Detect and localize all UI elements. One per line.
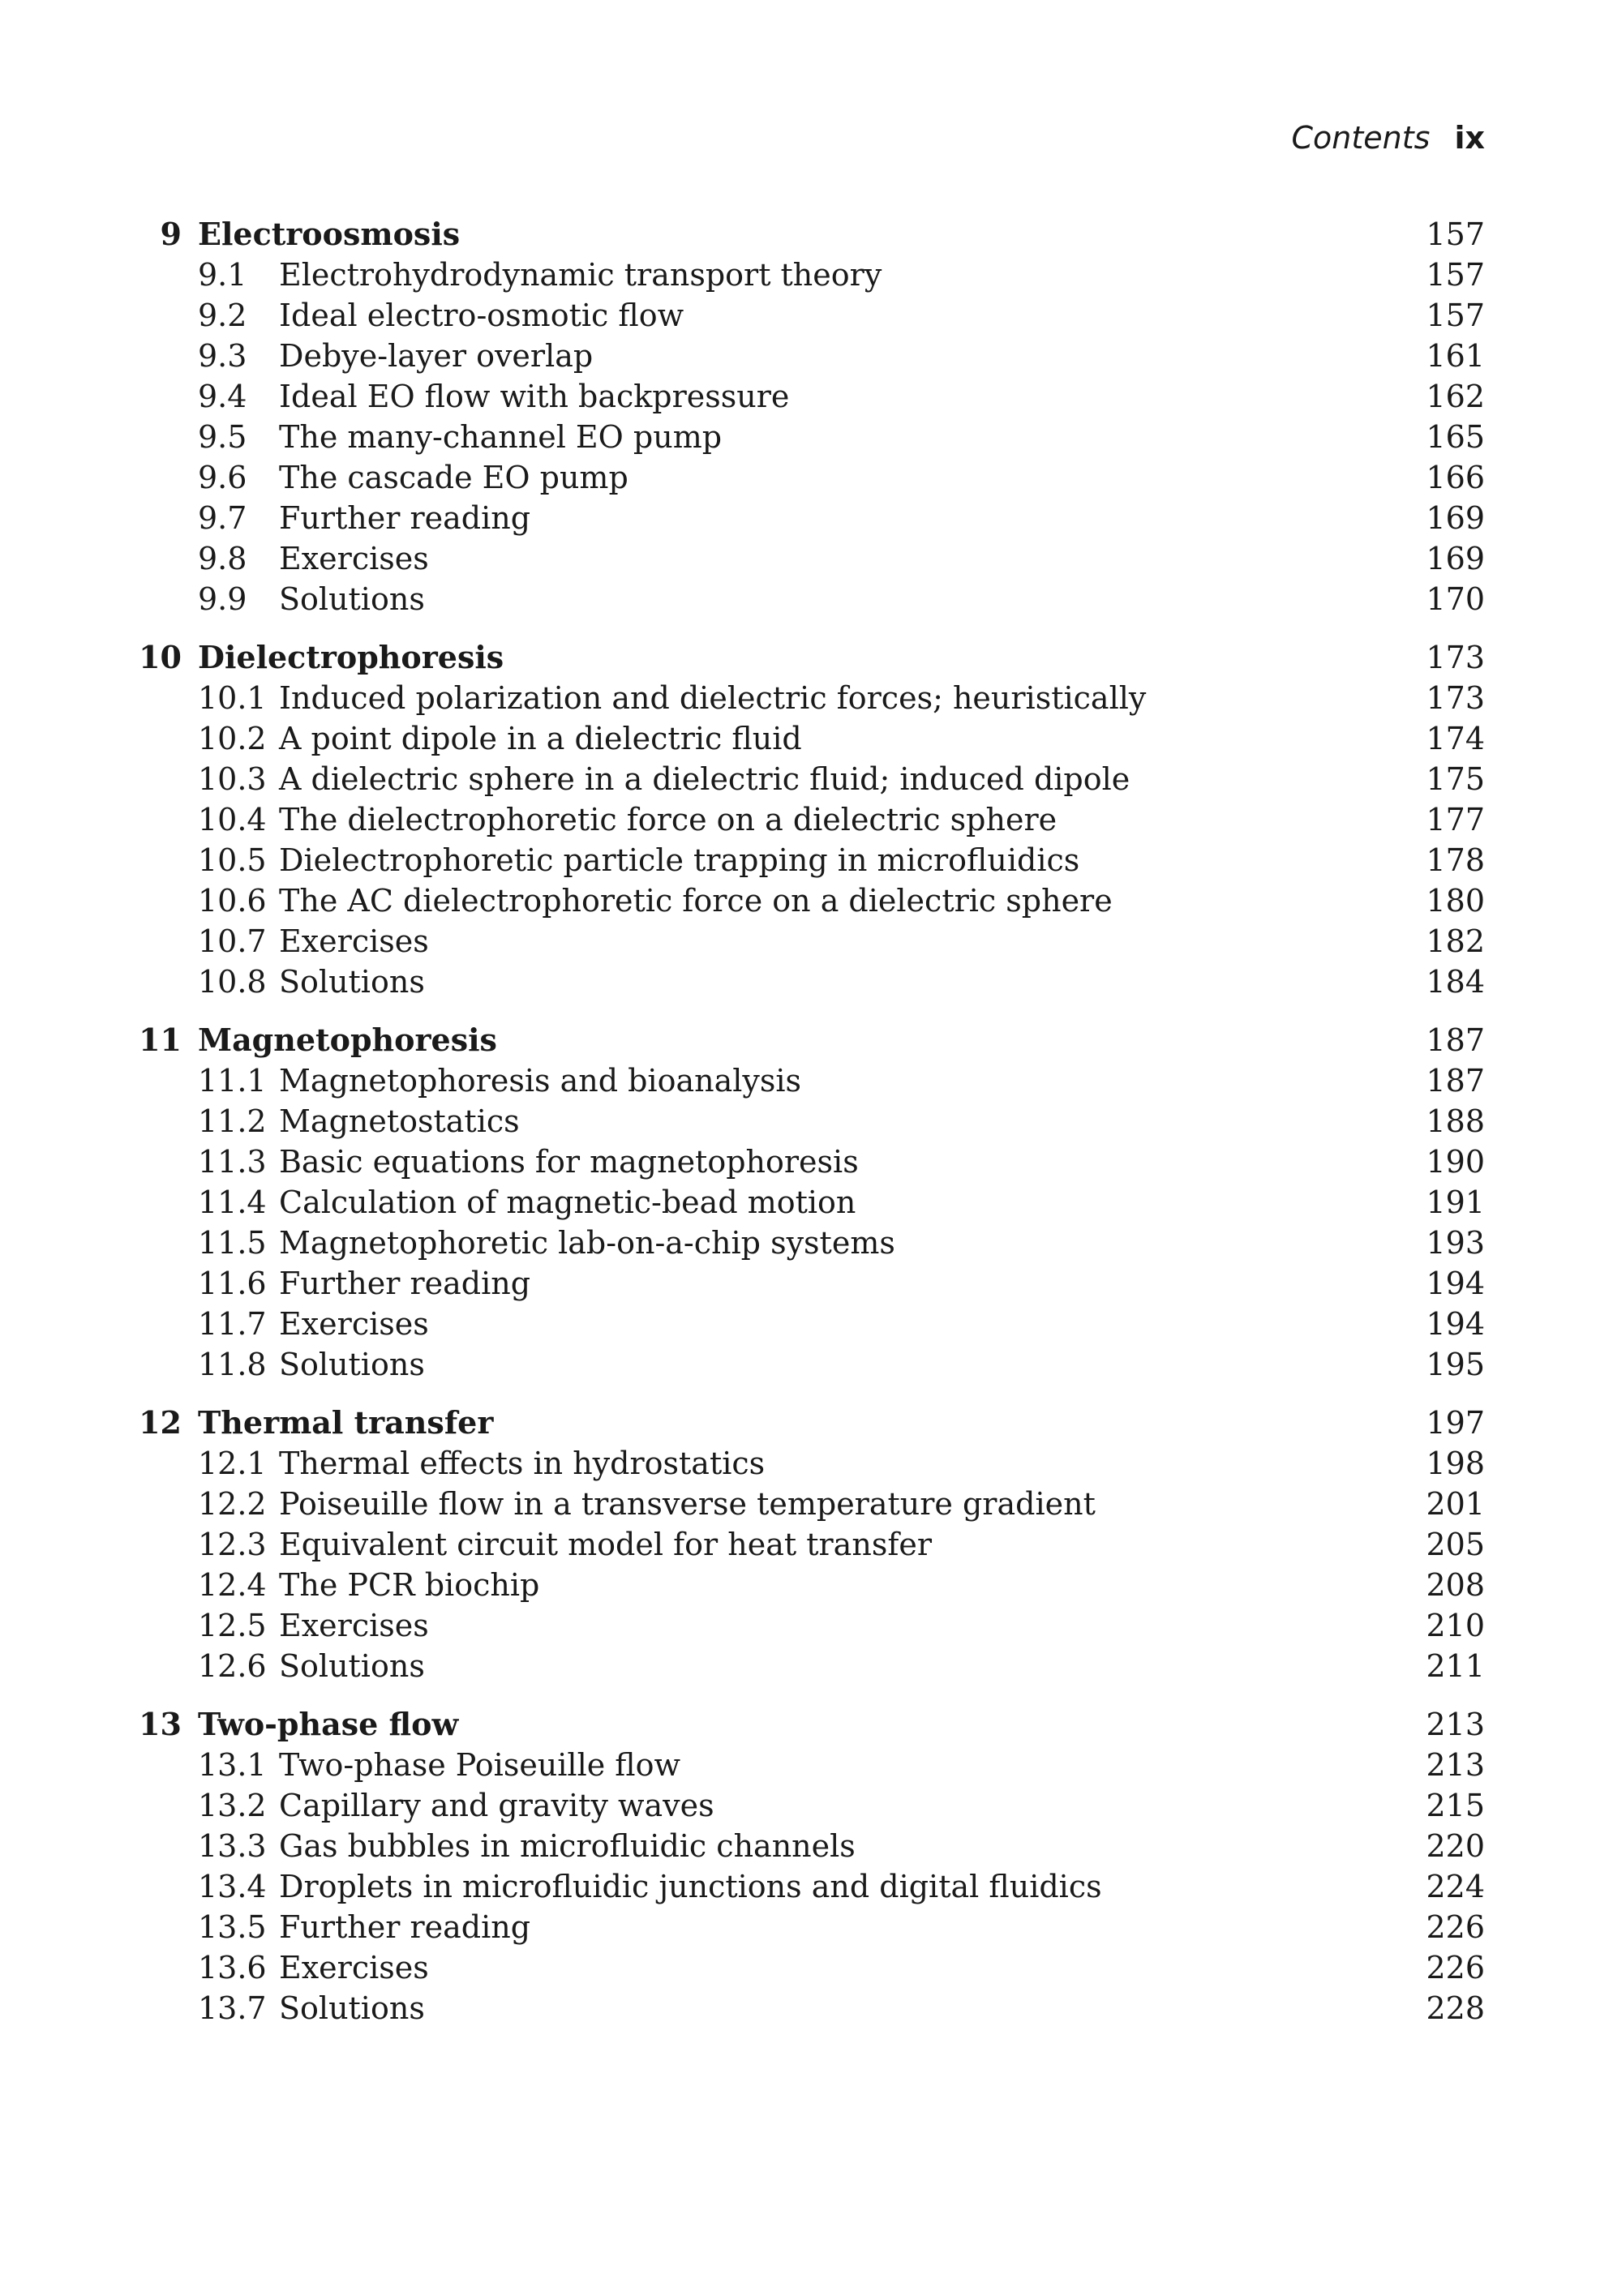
section-title: Magnetostatics — [279, 1103, 520, 1139]
chapter-page: 197 — [1426, 1405, 1485, 1441]
chapter-page: 157 — [1426, 216, 1485, 252]
section-page: 210 — [1426, 1608, 1485, 1643]
section-number: 9.8 — [198, 541, 247, 576]
chapter-number: 11 — [139, 1022, 182, 1058]
section-title: Magnetophoretic lab-on-a-chip systems — [279, 1225, 895, 1261]
section-page: 157 — [1426, 257, 1485, 293]
section-entry[interactable] — [130, 1565, 1485, 1605]
section-entry[interactable] — [130, 295, 1485, 336]
section-title: Further reading — [279, 500, 531, 536]
section-number: 9.4 — [198, 379, 247, 414]
section-title: Debye-layer overlap — [279, 338, 594, 374]
chapter-title: Electroosmosis — [198, 216, 461, 252]
chapter-entry[interactable] — [130, 637, 1485, 678]
section-entry[interactable] — [130, 538, 1485, 579]
section-number: 9.3 — [198, 338, 247, 374]
section-page: 178 — [1426, 842, 1485, 878]
section-page: 211 — [1426, 1648, 1485, 1684]
section-page: 173 — [1426, 680, 1485, 716]
section-entry[interactable] — [130, 1988, 1485, 2028]
section-entry[interactable] — [130, 1524, 1485, 1565]
section-entry[interactable] — [130, 1101, 1485, 1142]
section-page: 194 — [1426, 1266, 1485, 1301]
chapter-entry[interactable] — [130, 1403, 1485, 1443]
section-page: 226 — [1426, 1950, 1485, 1985]
section-entry[interactable] — [130, 962, 1485, 1002]
chapter-block — [130, 214, 1485, 619]
section-page: 169 — [1426, 500, 1485, 536]
section-page: 166 — [1426, 460, 1485, 495]
chapter-entry[interactable] — [130, 1704, 1485, 1745]
section-title: Exercises — [279, 923, 429, 959]
section-entry[interactable] — [130, 255, 1485, 295]
section-title: Droplets in microfluidic junctions and digital fluidics — [279, 1869, 1102, 1904]
section-title: Further reading — [279, 1909, 531, 1945]
section-title: Gas bubbles in microfluidic channels — [279, 1828, 856, 1864]
section-number: 11.2 — [198, 1103, 267, 1139]
section-title: Solutions — [279, 1990, 425, 2026]
section-number: 12.1 — [198, 1446, 267, 1481]
section-title: Poiseuille flow in a transverse temperature gradient — [279, 1486, 1096, 1522]
section-entry[interactable] — [130, 376, 1485, 417]
section-number: 10.3 — [198, 761, 267, 797]
chapter-number: 12 — [139, 1404, 182, 1441]
chapter-page: 213 — [1426, 1707, 1485, 1742]
section-entry[interactable] — [130, 678, 1485, 718]
section-page: 208 — [1426, 1567, 1485, 1603]
section-page: 174 — [1426, 721, 1485, 756]
section-page: 162 — [1426, 379, 1485, 414]
section-entry[interactable] — [130, 1304, 1485, 1344]
section-page: 170 — [1426, 581, 1485, 617]
section-title: Magnetophoresis and bioanalysis — [279, 1063, 802, 1099]
section-page: 190 — [1426, 1144, 1485, 1180]
section-page: 157 — [1426, 298, 1485, 333]
section-number: 13.5 — [198, 1909, 267, 1945]
section-entry[interactable] — [130, 1182, 1485, 1223]
chapter-title: Dielectrophoresis — [198, 639, 504, 675]
section-page: 188 — [1426, 1103, 1485, 1139]
section-number: 10.6 — [198, 883, 267, 919]
running-head-label: Contents — [1291, 120, 1431, 156]
section-entry[interactable] — [130, 880, 1485, 921]
section-entry[interactable] — [130, 1060, 1485, 1101]
chapter-title: Magnetophoresis — [198, 1022, 497, 1058]
section-page: 213 — [1426, 1747, 1485, 1783]
section-number: 12.2 — [198, 1486, 267, 1522]
section-title: Further reading — [279, 1266, 531, 1301]
section-number: 9.1 — [198, 257, 247, 293]
section-title: The dielectrophoretic force on a dielectric sphere — [279, 802, 1057, 837]
chapter-title: Two-phase flow — [198, 1706, 459, 1742]
chapter-block — [130, 1020, 1485, 1385]
section-page: 180 — [1426, 883, 1485, 919]
section-page: 177 — [1426, 802, 1485, 837]
section-entry[interactable] — [130, 1605, 1485, 1646]
section-page: 194 — [1426, 1306, 1485, 1342]
section-entry[interactable] — [130, 1866, 1485, 1907]
section-page: 195 — [1426, 1347, 1485, 1382]
section-title: Induced polarization and dielectric forces; heuristically — [279, 680, 1147, 716]
section-title: The AC dielectrophoretic force on a dielectric sphere — [279, 883, 1113, 919]
table-of-contents — [130, 214, 1485, 2046]
section-number: 11.3 — [198, 1144, 267, 1180]
section-title: Calculation of magnetic-bead motion — [279, 1184, 856, 1220]
chapter-page: 173 — [1426, 640, 1485, 675]
section-entry[interactable] — [130, 498, 1485, 538]
section-number: 9.7 — [198, 500, 247, 536]
section-title: Equivalent circuit model for heat transfer — [279, 1527, 933, 1562]
section-number: 11.4 — [198, 1184, 267, 1220]
section-number: 11.5 — [198, 1225, 267, 1261]
section-page: 169 — [1426, 541, 1485, 576]
section-number: 10.1 — [198, 680, 267, 716]
chapter-entry[interactable] — [130, 1020, 1485, 1060]
section-title: The PCR biochip — [279, 1567, 540, 1603]
section-title: Basic equations for magnetophoresis — [279, 1144, 859, 1180]
section-title: Thermal effects in hydrostatics — [279, 1446, 766, 1481]
section-page: 175 — [1426, 761, 1485, 797]
section-number: 12.5 — [198, 1608, 267, 1643]
section-entry[interactable] — [130, 1484, 1485, 1524]
section-page: 187 — [1426, 1063, 1485, 1099]
section-number: 13.4 — [198, 1869, 267, 1904]
chapter-block — [130, 637, 1485, 1002]
section-title: Solutions — [279, 581, 425, 617]
section-title: Solutions — [279, 1347, 425, 1382]
section-entry[interactable] — [130, 1443, 1485, 1484]
section-entry[interactable] — [130, 1263, 1485, 1304]
chapter-title: Thermal transfer — [198, 1404, 494, 1441]
section-page: 161 — [1426, 338, 1485, 374]
chapter-number: 13 — [139, 1706, 182, 1742]
chapter-page: 187 — [1426, 1022, 1485, 1058]
page-number: ix — [1454, 120, 1485, 156]
section-entry[interactable] — [130, 579, 1485, 619]
section-entry[interactable] — [130, 417, 1485, 457]
section-number: 12.6 — [198, 1648, 267, 1684]
section-entry[interactable] — [130, 1826, 1485, 1866]
section-page: 228 — [1426, 1990, 1485, 2026]
section-entry[interactable] — [130, 759, 1485, 799]
section-entry[interactable] — [130, 1947, 1485, 1988]
section-number: 10.5 — [198, 842, 267, 878]
chapter-block — [130, 1704, 1485, 2028]
section-number: 10.4 — [198, 802, 267, 837]
section-page: 193 — [1426, 1225, 1485, 1261]
section-page: 220 — [1426, 1828, 1485, 1864]
chapter-number: 10 — [139, 639, 182, 675]
section-entry[interactable] — [130, 840, 1485, 880]
section-page: 182 — [1426, 923, 1485, 959]
section-title: Dielectrophoretic particle trapping in microfluidics — [279, 842, 1080, 878]
section-number: 12.3 — [198, 1527, 267, 1562]
section-title: Capillary and gravity waves — [279, 1788, 714, 1823]
section-number: 9.5 — [198, 419, 247, 455]
section-number: 9.2 — [198, 298, 247, 333]
section-page: 165 — [1426, 419, 1485, 455]
section-number: 11.1 — [198, 1063, 267, 1099]
section-title: A dielectric sphere in a dielectric fluid; induced dipole — [279, 761, 1130, 797]
section-number: 9.6 — [198, 460, 247, 495]
section-page: 215 — [1426, 1788, 1485, 1823]
chapter-block — [130, 1403, 1485, 1686]
section-number: 10.7 — [198, 923, 267, 959]
section-number: 13.7 — [198, 1990, 267, 2026]
section-number: 10.8 — [198, 964, 267, 1000]
section-title: Exercises — [279, 541, 429, 576]
section-number: 9.9 — [198, 581, 247, 617]
section-page: 191 — [1426, 1184, 1485, 1220]
section-number: 13.2 — [198, 1788, 267, 1823]
section-title: Solutions — [279, 964, 425, 1000]
section-entry[interactable] — [130, 1646, 1485, 1686]
section-title: The many-channel EO pump — [279, 419, 723, 455]
section-number: 13.6 — [198, 1950, 267, 1985]
section-page: 224 — [1426, 1869, 1485, 1904]
section-number: 11.7 — [198, 1306, 267, 1342]
section-number: 10.2 — [198, 721, 267, 756]
section-number: 13.3 — [198, 1828, 267, 1864]
section-title: The cascade EO pump — [279, 460, 628, 495]
section-number: 11.8 — [198, 1347, 267, 1382]
section-number: 11.6 — [198, 1266, 267, 1301]
section-page: 205 — [1426, 1527, 1485, 1562]
section-page: 184 — [1426, 964, 1485, 1000]
section-entry[interactable] — [130, 1142, 1485, 1182]
section-title: Exercises — [279, 1306, 429, 1342]
section-title: Solutions — [279, 1648, 425, 1684]
section-page: 198 — [1426, 1446, 1485, 1481]
section-entry[interactable] — [130, 1745, 1485, 1785]
section-title: Ideal electro-osmotic flow — [279, 298, 684, 333]
section-entry[interactable] — [130, 921, 1485, 962]
chapter-entry[interactable] — [130, 214, 1485, 255]
section-entry[interactable] — [130, 718, 1485, 759]
section-title: Two-phase Poiseuille flow — [279, 1747, 681, 1783]
section-entry[interactable] — [130, 1785, 1485, 1826]
section-title: A point dipole in a dielectric fluid — [279, 721, 802, 756]
section-title: Electrohydrodynamic transport theory — [279, 257, 882, 293]
section-title: Exercises — [279, 1608, 429, 1643]
section-entry[interactable] — [130, 799, 1485, 840]
chapter-number: 9 — [160, 216, 182, 252]
section-entry[interactable] — [130, 1344, 1485, 1385]
section-page: 226 — [1426, 1909, 1485, 1945]
section-entry[interactable] — [130, 1223, 1485, 1263]
section-number: 12.4 — [198, 1567, 267, 1603]
section-page: 201 — [1426, 1486, 1485, 1522]
section-title: Exercises — [279, 1950, 429, 1985]
section-entry[interactable] — [130, 457, 1485, 498]
section-title: Ideal EO flow with backpressure — [279, 379, 790, 414]
section-entry[interactable] — [130, 1907, 1485, 1947]
section-entry[interactable] — [130, 336, 1485, 376]
section-number: 13.1 — [198, 1747, 267, 1783]
running-head — [1292, 120, 1485, 156]
